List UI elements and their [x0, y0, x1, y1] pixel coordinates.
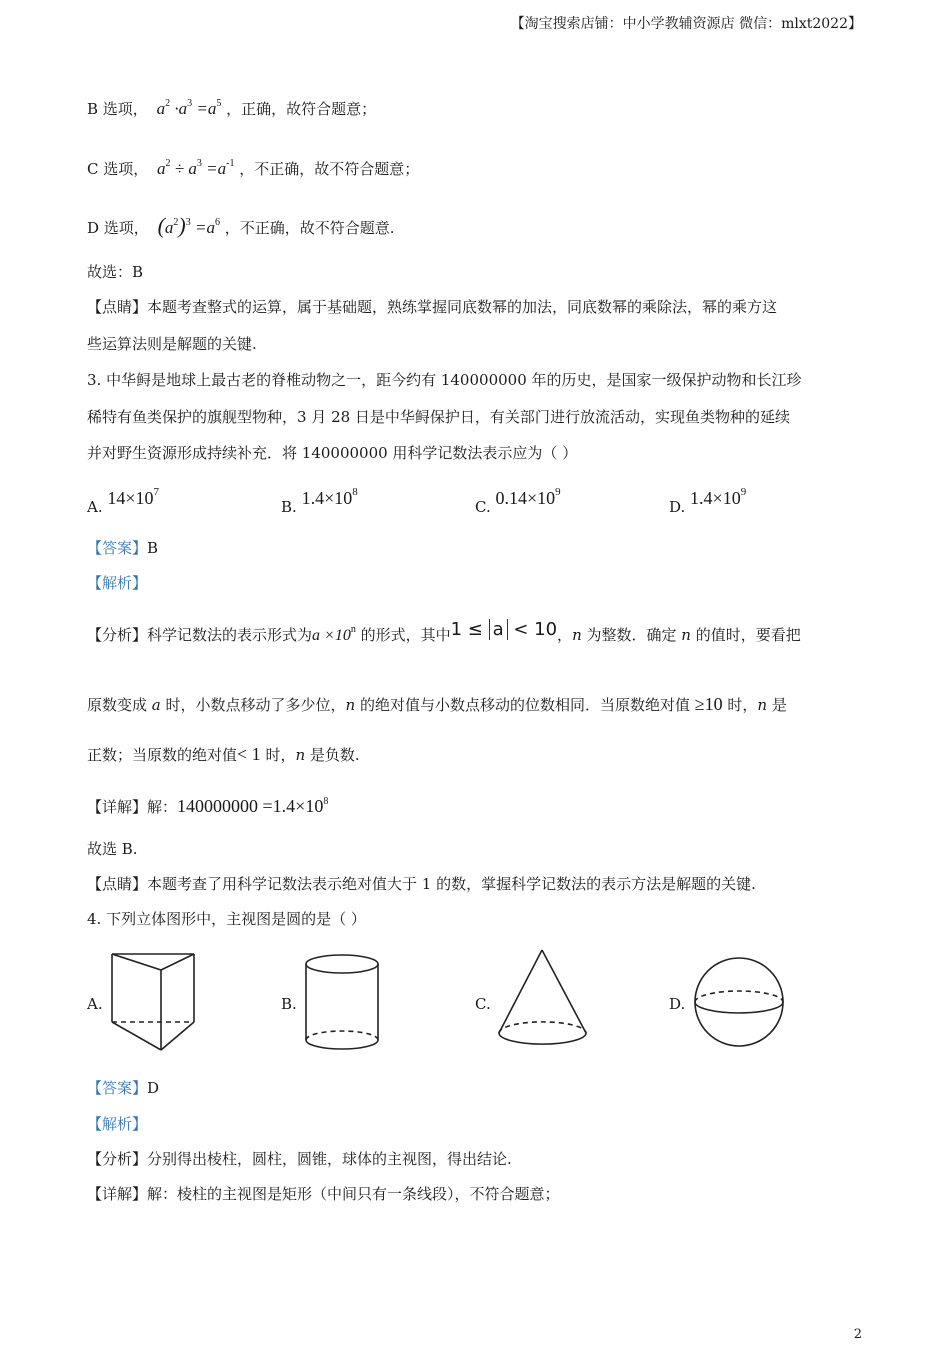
math-var: n: [757, 696, 768, 714]
math-var: a: [217, 159, 227, 178]
math-var: a: [312, 627, 321, 644]
exponent: 8: [323, 796, 329, 807]
answer-tag: 【答案】: [87, 539, 148, 557]
exponent: 2: [165, 158, 171, 169]
q4-option-c-letter: C.: [475, 995, 491, 1013]
text: 正数；当原数的绝对值: [87, 746, 238, 764]
text: 原数变成: [87, 696, 152, 714]
math-var: a: [207, 99, 217, 118]
math-var: a: [151, 696, 161, 714]
q3-option-c: [475, 482, 561, 516]
math-op: =: [190, 218, 207, 237]
math-op: ÷: [170, 159, 189, 178]
option-c-solution: [87, 154, 419, 179]
q3-stem-line1: 3. 中华鲟是地球上最古老的脊椎动物之一，距今约有 140000000 年的历史，是国家一级保护动物和长江珍: [87, 371, 802, 389]
exponent: n: [350, 624, 356, 635]
q3-answer: [87, 538, 158, 558]
math-op: =: [192, 99, 208, 118]
q4-detail: 【详解】解：棱柱的主视图是矩形（中间只有一条线段），不符合题意；: [87, 1185, 560, 1203]
triangular-prism-figure: [108, 950, 198, 1054]
text: 的绝对值与小数点移动的位数相同．当原数绝对值: [355, 696, 695, 714]
math-var: a: [178, 99, 188, 118]
exponent: 3: [187, 98, 193, 109]
q4-answer: [87, 1078, 159, 1098]
exponent: 2: [173, 217, 179, 228]
q3-comment: 【点睛】本题考查了用科学记数法表示绝对值大于 1 的数，掌握科学记数法的表示方法是解题的关键.: [87, 875, 756, 893]
q3-stem-line2: 稀特有鱼类保护的旗舰型物种，3 月 28 日是中华鲟保护日，有关部门进行放流活动，实现鱼类物种的延续: [87, 408, 790, 426]
math-var: n: [572, 626, 582, 644]
q4-fenxi: 【分析】分别得出棱柱，圆柱，圆锥，球体的主视图，得出结论.: [87, 1150, 512, 1168]
q3-option-b: [281, 482, 358, 516]
text: 【详解】解：: [87, 798, 178, 816]
option-value: 0.14×10: [495, 488, 556, 508]
answer-value: B: [147, 539, 159, 557]
equation: 140000000 =1.4×10: [177, 796, 324, 816]
q2-comment-line2: 些运算法则是解题的关键.: [87, 335, 257, 353]
exponent: 9: [740, 486, 747, 498]
q3-option-a: [87, 482, 160, 516]
text: 是: [767, 696, 787, 714]
option-value: 14×10: [107, 488, 154, 508]
option-value: 1.4×10: [301, 488, 353, 508]
math-var: a: [164, 218, 174, 237]
cone-figure: [495, 947, 591, 1051]
exponent: 3: [196, 158, 202, 169]
math-op: ·: [170, 99, 179, 118]
math-var: n: [681, 626, 691, 644]
sphere-figure: [692, 955, 786, 1049]
exponent: 6: [214, 217, 220, 228]
q3-detail: [87, 792, 328, 817]
q4-analysis-tag: 【解析】: [87, 1115, 148, 1133]
tail: ，不正确，故不符合题意.: [224, 219, 395, 237]
math-var: a: [206, 218, 215, 237]
text: 为整数．确定: [581, 626, 682, 644]
exponent: 5: [216, 98, 222, 109]
text: 【分析】科学记数法的表示形式为: [87, 626, 313, 644]
q3-fenxi-line3: [87, 744, 360, 765]
text: 是负数.: [305, 746, 360, 764]
exponent: -1: [226, 158, 235, 169]
answer-tag: 【答案】: [87, 1079, 148, 1097]
math-op: ×10: [320, 627, 351, 644]
text: 的值时，要看把: [690, 626, 801, 644]
math-var: n: [345, 696, 356, 714]
option-letter: A.: [87, 498, 103, 516]
q4-option-d-letter: D.: [669, 995, 686, 1013]
option-b-solution: [87, 94, 376, 119]
q3-choice: 故选 B.: [87, 840, 138, 858]
answer-value: D: [147, 1079, 160, 1097]
option-d-solution: [87, 213, 395, 238]
option-letter: D.: [669, 498, 686, 516]
paren: ): [178, 213, 186, 238]
text: 的形式，其中: [355, 626, 451, 644]
q2-choice: 故选：B: [87, 263, 144, 281]
math-var: a: [188, 159, 197, 178]
q4-option-b-letter: B.: [281, 995, 297, 1013]
label: D 选项，: [87, 219, 149, 237]
cylinder-figure: [302, 952, 382, 1054]
math-op: ≥10: [694, 694, 723, 714]
option-value: 1.4×10: [690, 488, 741, 508]
q3-fenxi-line2: [87, 694, 787, 715]
q4-option-a-letter: A.: [87, 995, 103, 1013]
paren: (: [157, 213, 165, 238]
header-banner: 【淘宝搜索店铺：中小学教辅资源店 微信：mlxt2022】: [510, 16, 862, 32]
exponent: 7: [153, 486, 160, 498]
exponent: 2: [165, 98, 171, 109]
math-var: a: [489, 619, 508, 640]
text: 时，: [722, 696, 758, 714]
math-var: n: [295, 746, 306, 764]
math-op: 1 ≤: [450, 619, 489, 640]
q2-comment-line1: 【点睛】本题考查整式的运算，属于基础题，熟练掌握同底数幂的加法，同底数幂的乘除法，幂的乘方这: [87, 298, 778, 316]
text: 时，小数点移动了多少位，: [160, 696, 346, 714]
label: C 选项，: [87, 160, 149, 178]
exponent: 8: [352, 486, 358, 498]
text: ，: [557, 626, 573, 644]
math-op: < 10: [507, 619, 558, 640]
exponent: 9: [555, 486, 561, 498]
math-op: =: [201, 159, 218, 178]
tail: ，正确，故符合题意；: [226, 100, 377, 118]
page-number: 2: [853, 1327, 862, 1342]
option-letter: B.: [281, 498, 297, 516]
exponent: 3: [185, 217, 191, 228]
q3-analysis-tag: 【解析】: [87, 574, 148, 592]
option-letter: C.: [475, 498, 491, 516]
math-var: a: [156, 99, 166, 118]
q3-stem-line3: 并对野生资源形成持续补充．将 140000000 用科学记数法表示应为（ ）: [87, 444, 578, 462]
q4-stem: 4. 下列立体图形中，主视图是圆的是（ ）: [87, 910, 366, 928]
tail: ，不正确，故不符合题意；: [239, 160, 420, 178]
math-var: a: [157, 159, 166, 178]
label: B 选项，: [87, 100, 148, 118]
text: 时，: [260, 746, 296, 764]
math-op: < 1: [237, 744, 261, 764]
q3-fenxi-line1: [87, 620, 801, 646]
q3-option-d: [669, 482, 747, 516]
